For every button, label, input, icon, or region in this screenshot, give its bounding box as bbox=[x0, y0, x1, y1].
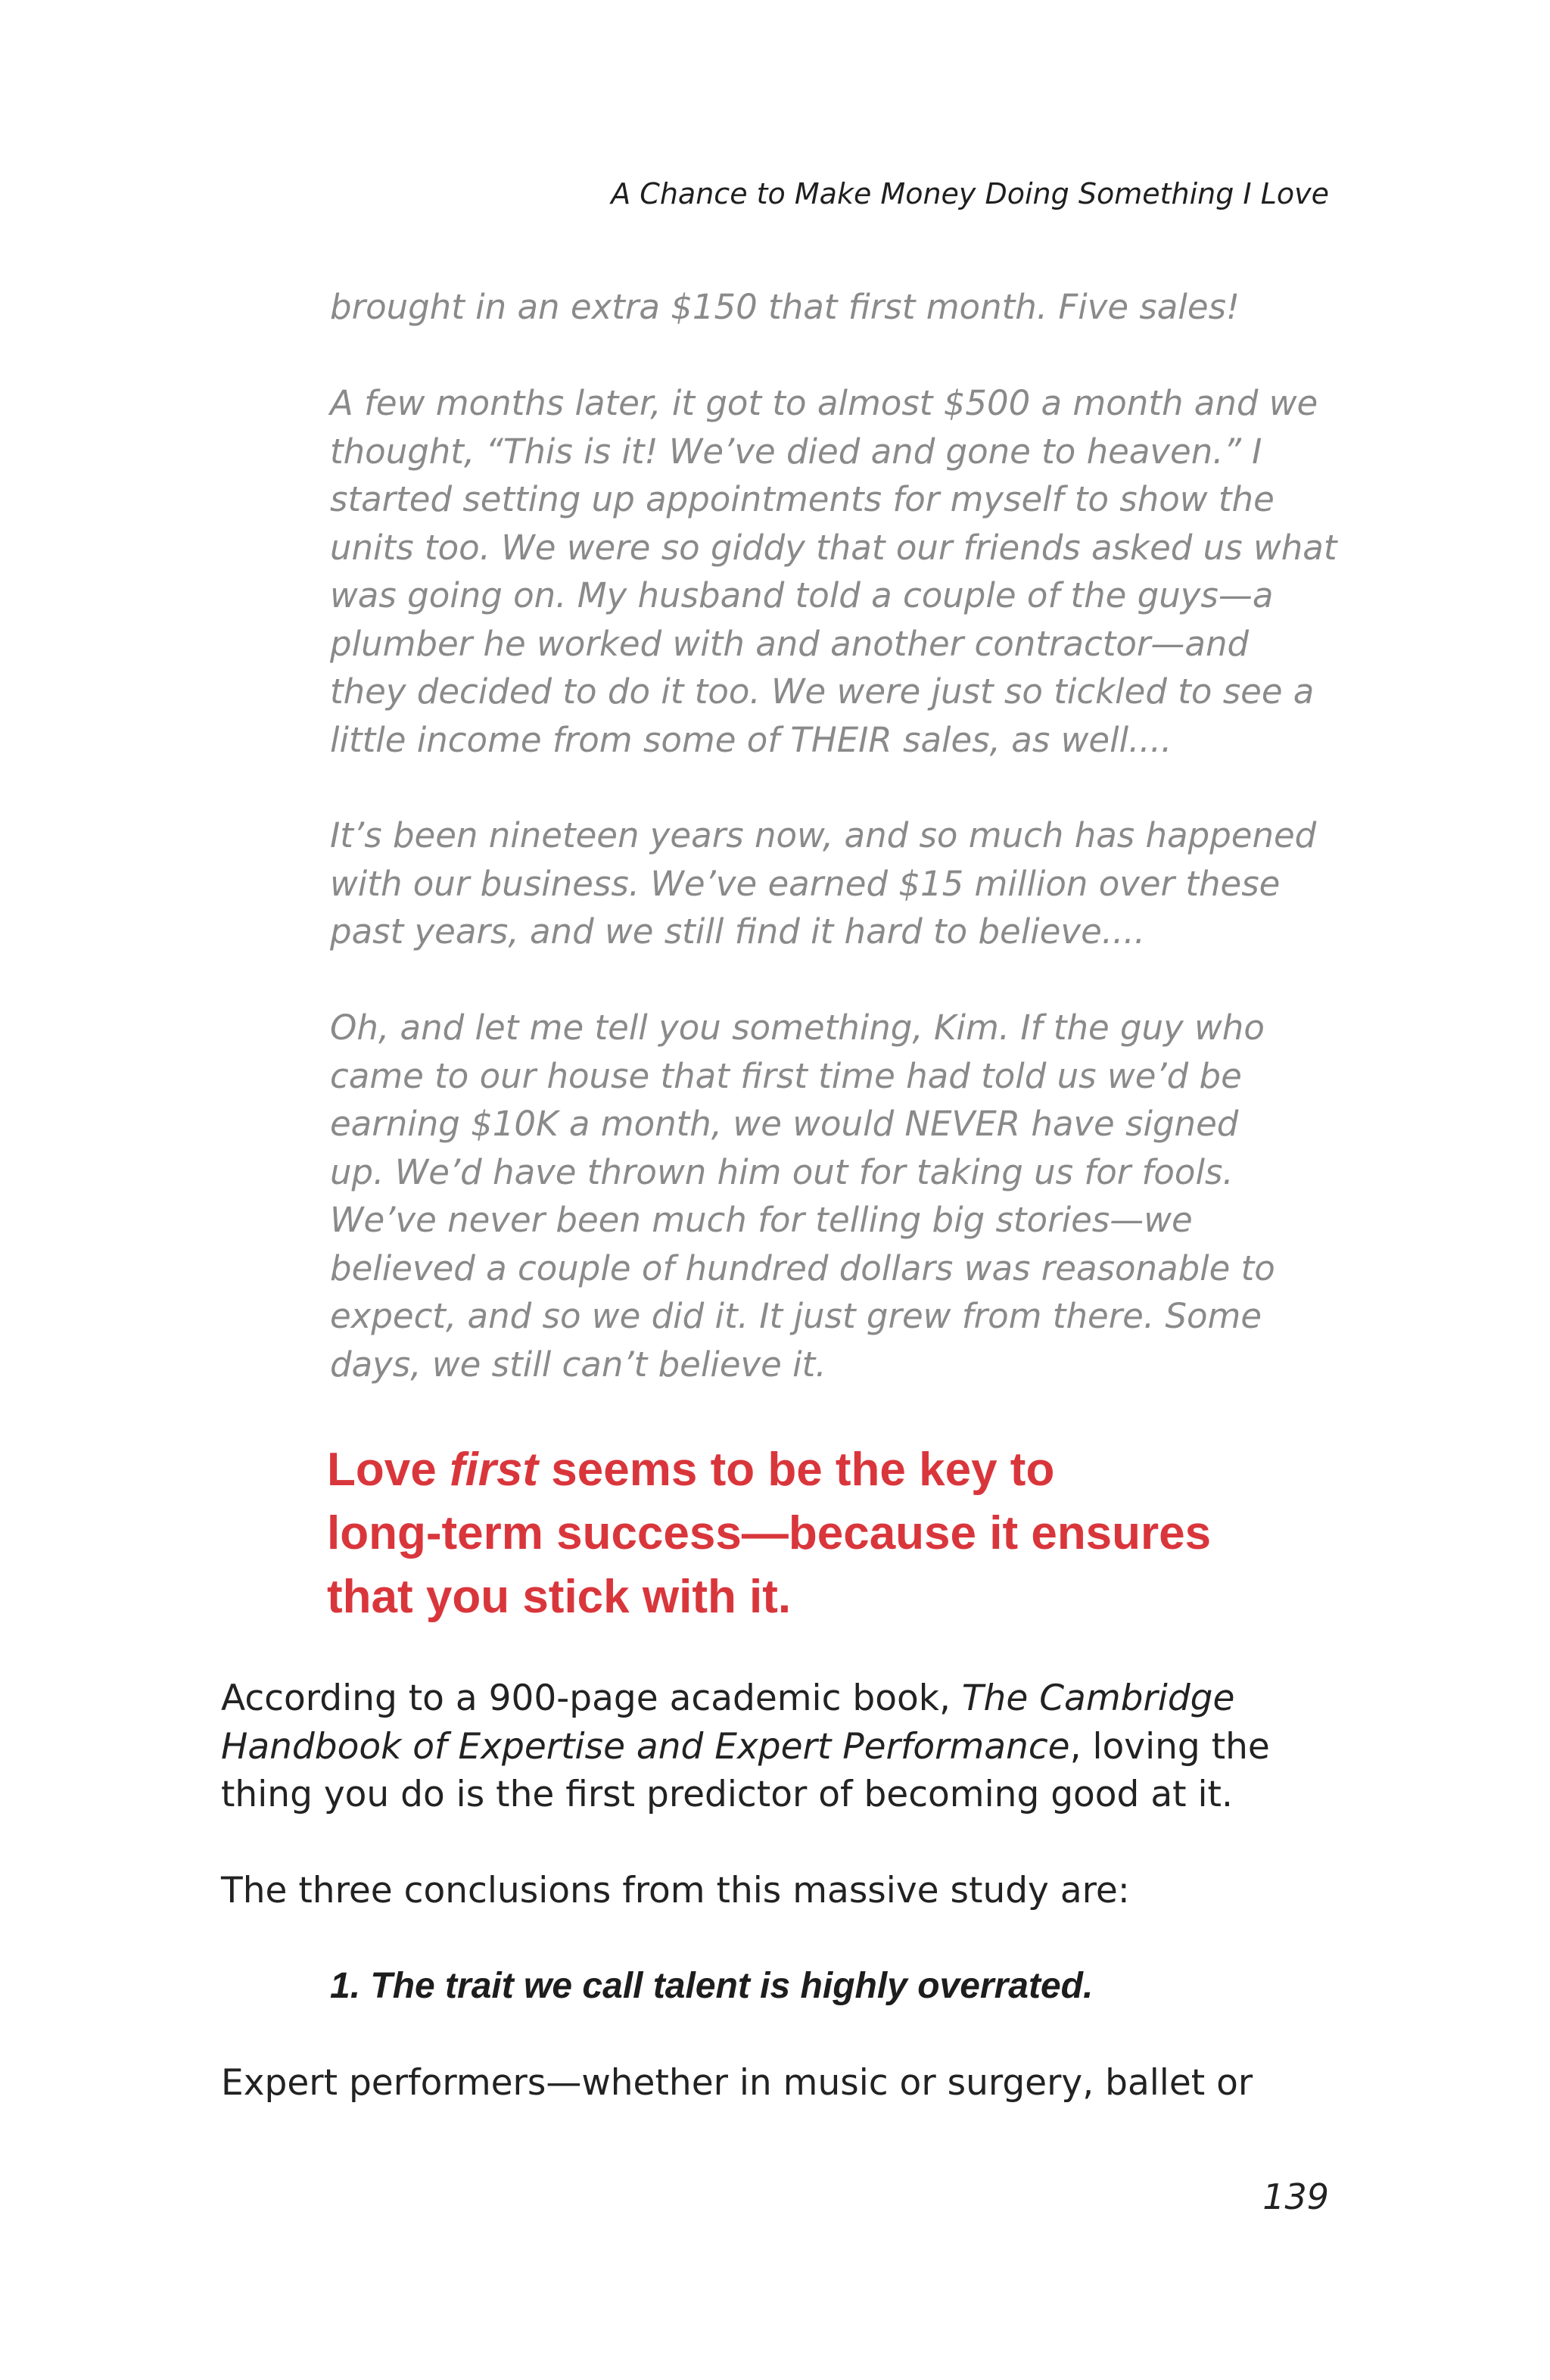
page-number: 139 bbox=[1262, 2176, 1329, 2217]
quote-paragraph-1 bbox=[330, 283, 1344, 332]
body-line: Handbook of Expertise and Expert Performance, loving the bbox=[221, 1725, 1270, 1768]
quote-line: brought in an extra $150 that first month. Five sales! bbox=[330, 287, 1240, 327]
quote-line: up. We’d have thrown him out for taking us for fools. bbox=[330, 1151, 1234, 1192]
quote-line: with our business. We’ve earned $15 million over these bbox=[330, 863, 1281, 904]
quote-line: units too. We were so giddy that our friends asked us what bbox=[330, 527, 1337, 568]
quote-line: believed a couple of hundred dollars was reasonable to bbox=[330, 1248, 1275, 1288]
quote-line: thought, “This is it! We’ve died and gone to heaven.” I bbox=[330, 431, 1262, 472]
quote-line: started setting up appointments for myself to show the bbox=[330, 479, 1275, 519]
book-title: Handbook of Expertise and Expert Performance bbox=[221, 1725, 1070, 1768]
quote-line: past years, and we still find it hard to believe.... bbox=[330, 911, 1145, 952]
pull-quote-callout bbox=[327, 1438, 1311, 1629]
quote-paragraph-2 bbox=[330, 379, 1344, 764]
quote-paragraph-3 bbox=[330, 812, 1344, 956]
book-title: The Cambridge bbox=[961, 1678, 1235, 1719]
callout-line-2: long-term success—because it ensures bbox=[327, 1507, 1212, 1559]
body-line: Expert performers—whether in music or surgery, ballet or bbox=[221, 2062, 1253, 2104]
quote-line: days, we still can’t believe it. bbox=[330, 1344, 826, 1385]
quote-paragraph-4 bbox=[330, 1004, 1344, 1388]
quote-line: little income from some of THEIR sales, as well.... bbox=[330, 719, 1172, 760]
quote-line: It’s been nineteen years now, and so much has happened bbox=[330, 815, 1317, 855]
callout-line-3: that you stick with it. bbox=[327, 1571, 792, 1623]
callout-line-1: Love first seems to be the key to bbox=[327, 1444, 1055, 1496]
body-paragraph-1 bbox=[221, 1674, 1356, 1819]
running-header: A Chance to Make Money Doing Something I Love bbox=[611, 177, 1329, 210]
quote-line: plumber he worked with and another contractor—and bbox=[330, 623, 1250, 664]
quote-line: A few months later, it got to almost $500 a month and we bbox=[330, 383, 1318, 423]
quote-line: expect, and so we did it. It just grew from there. Some bbox=[330, 1296, 1262, 1336]
quote-line: came to our house that first time had told us we’d be bbox=[330, 1055, 1242, 1096]
body-line: The three conclusions from this massive study are: bbox=[221, 1870, 1130, 1911]
numbered-conclusion-1: 1. The trait we call talent is highly overrated. bbox=[330, 1966, 1094, 2006]
body-paragraph-3 bbox=[221, 2059, 1356, 2107]
body-paragraph-2 bbox=[221, 1867, 1356, 1915]
quote-line: they decided to do it too. We were just so tickled to see a bbox=[330, 671, 1315, 712]
callout-emphasis: first bbox=[449, 1444, 539, 1496]
quote-line: was going on. My husband told a couple of the guys—a bbox=[330, 575, 1274, 615]
quote-line: earning $10K a month, we would NEVER have signed bbox=[330, 1104, 1239, 1144]
body-line: thing you do is the first predictor of becoming good at it. bbox=[221, 1774, 1233, 1815]
quote-line: We’ve never been much for telling big stories—we bbox=[330, 1200, 1193, 1240]
body-line: According to a 900-page academic book, The Cambridge bbox=[221, 1678, 1235, 1719]
quote-line: Oh, and let me tell you something, Kim. If the guy who bbox=[330, 1008, 1265, 1048]
